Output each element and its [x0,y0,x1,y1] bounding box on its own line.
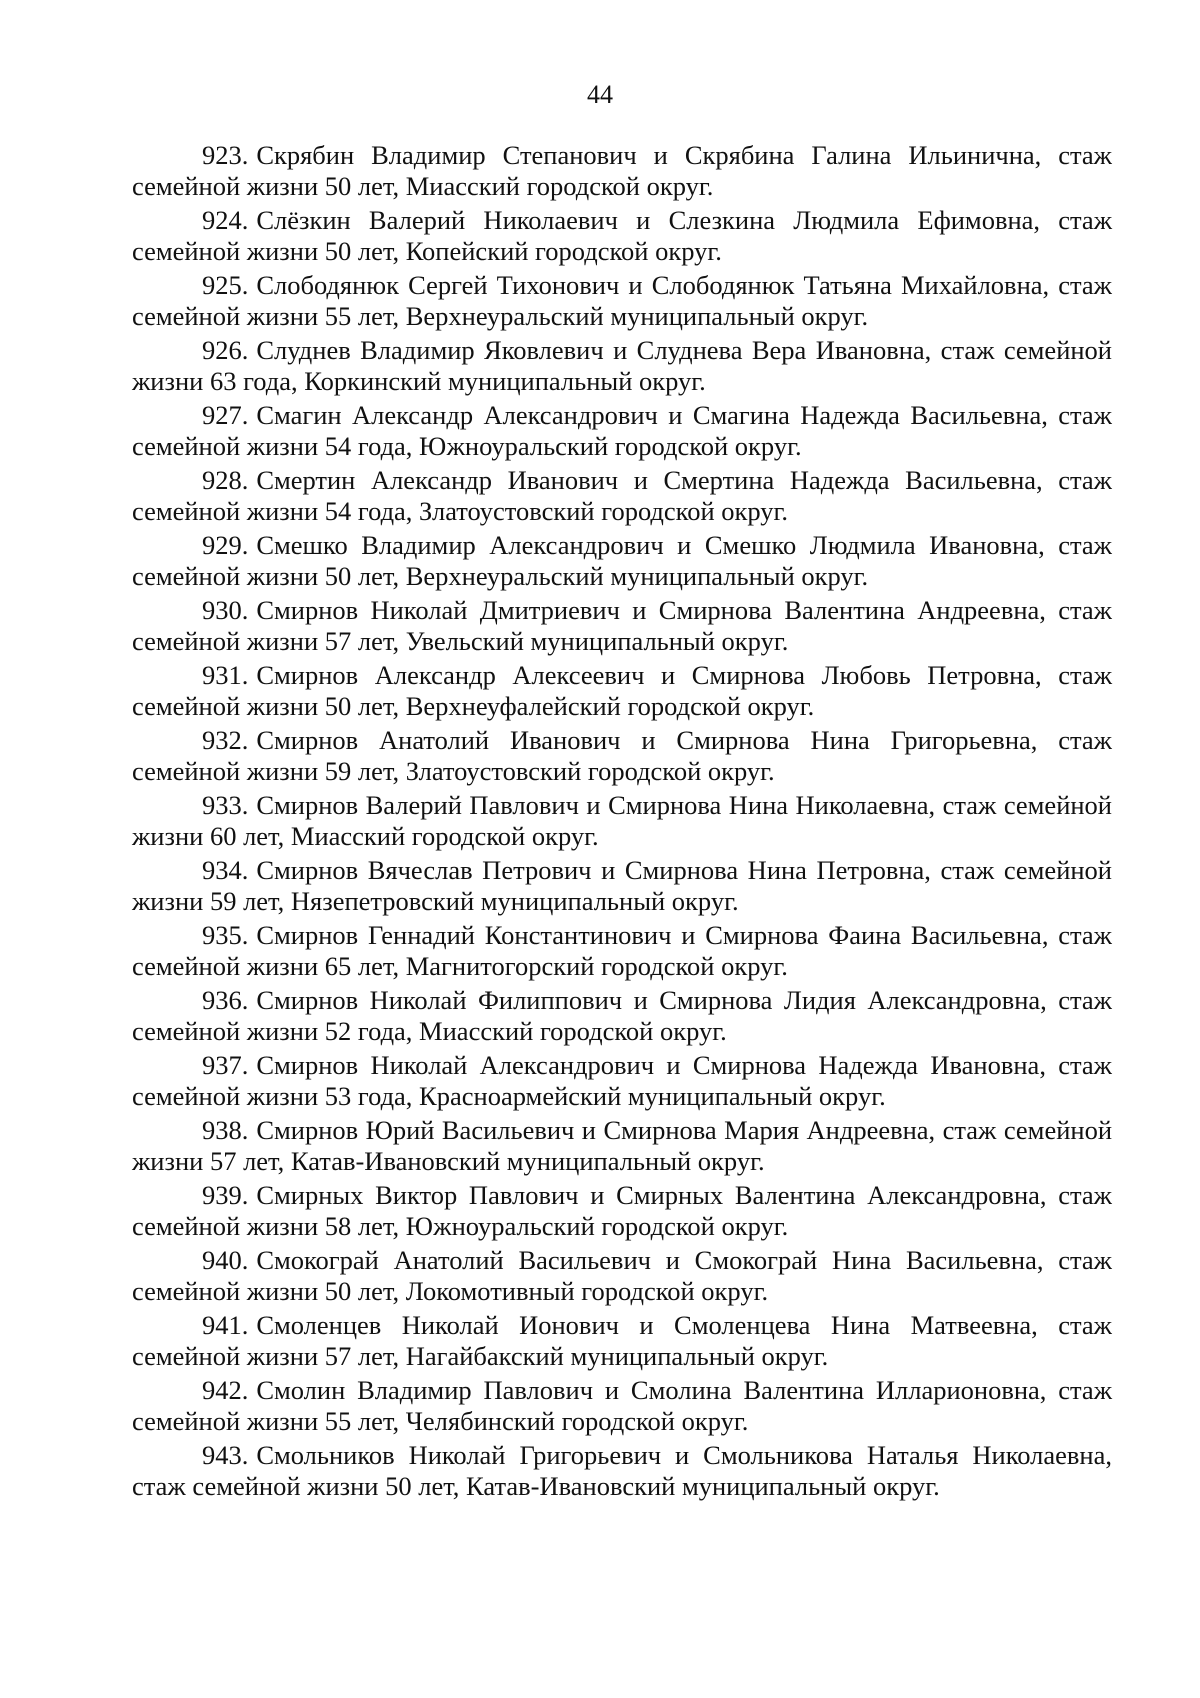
entry-text: Смирных Виктор Павлович и Смирных Валентина Александровна, стаж семейной жизни 58 лет, Южноуральский городской округ. [132,1180,1112,1241]
entry-number: 931. [202,660,249,690]
entry-text: Смирнов Юрий Васильевич и Смирнова Мария Андреевна, стаж семейной жизни 57 лет, Катав-Ивановский муниципальный округ. [132,1115,1112,1176]
list-item [132,335,1112,397]
list-item [132,530,1112,592]
entry-text: Смоленцев Николай Ионович и Смоленцева Нина Матвеевна, стаж семейной жизни 57 лет, Нагайбакский муниципальный округ. [132,1310,1112,1371]
list-item [132,920,1112,982]
entry-number: 927. [202,400,249,430]
entry-number: 923. [202,140,249,170]
list-item [132,1375,1112,1437]
list-item [132,1440,1112,1502]
entry-text: Смирнов Александр Алексеевич и Смирнова Любовь Петровна, стаж семейной жизни 50 лет, Верхнеуфалейский городской округ. [132,660,1112,721]
entry-text: Смирнов Валерий Павлович и Смирнова Нина Николаевна, стаж семейной жизни 60 лет, Миасский городской округ. [132,790,1112,851]
list-item [132,725,1112,787]
entry-number: 936. [202,985,249,1015]
list-item [132,1115,1112,1177]
entry-number: 935. [202,920,249,950]
entry-number: 929. [202,530,249,560]
entry-text: Смешко Владимир Александрович и Смешко Людмила Ивановна, стаж семейной жизни 50 лет, Верхнеуральский муниципальный округ. [132,530,1112,591]
list-item [132,595,1112,657]
list-item [132,855,1112,917]
list-item [132,400,1112,462]
entry-text: Скрябин Владимир Степанович и Скрябина Галина Ильинична, стаж семейной жизни 50 лет, Миасский городской округ. [132,140,1112,201]
page-number: 44 [587,80,613,109]
entry-number: 926. [202,335,249,365]
list-item [132,1050,1112,1112]
entry-text: Смирнов Николай Дмитриевич и Смирнова Валентина Андреевна, стаж семейной жизни 57 лет, Увельский муниципальный округ. [132,595,1112,656]
list-item [132,660,1112,722]
entry-text: Смокограй Анатолий Васильевич и Смокограй Нина Васильевна, стаж семейной жизни 50 лет, Локомотивный городской округ. [132,1245,1112,1306]
entry-number: 937. [202,1050,249,1080]
entry-number: 942. [202,1375,249,1405]
entry-text: Слуднев Владимир Яковлевич и Слуднева Вера Ивановна, стаж семейной жизни 63 года, Коркинский муниципальный округ. [132,335,1112,396]
list-item [132,1180,1112,1242]
list-item [132,140,1112,202]
entry-text: Смирнов Вячеслав Петрович и Смирнова Нина Петровна, стаж семейной жизни 59 лет, Нязепетровский муниципальный округ. [132,855,1112,916]
entry-text: Слободянюк Сергей Тихонович и Слободянюк Татьяна Михайловна, стаж семейной жизни 55 лет, Верхнеуральский муниципальный округ. [132,270,1112,331]
entry-number: 932. [202,725,249,755]
entry-number: 930. [202,595,249,625]
entry-number: 925. [202,270,249,300]
entry-number: 939. [202,1180,249,1210]
entry-number: 934. [202,855,249,885]
entry-text: Смертин Александр Иванович и Смертина Надежда Васильевна, стаж семейной жизни 54 года, Златоустовский городской округ. [132,465,1112,526]
entry-text: Слёзкин Валерий Николаевич и Слезкина Людмила Ефимовна, стаж семейной жизни 50 лет, Копейский городской округ. [132,205,1112,266]
entry-number: 941. [202,1310,249,1340]
entry-text: Смолин Владимир Павлович и Смолина Валентина Илларионовна, стаж семейной жизни 55 лет, Челябинский городской округ. [132,1375,1112,1436]
entry-text: Смирнов Николай Александрович и Смирнова Надежда Ивановна, стаж семейной жизни 53 года, Красноармейский муниципальный округ. [132,1050,1112,1111]
list-item [132,465,1112,527]
entry-text: Смагин Александр Александрович и Смагина Надежда Васильевна, стаж семейной жизни 54 года, Южноуральский городской округ. [132,400,1112,461]
entry-number: 943. [202,1440,249,1470]
entry-number: 933. [202,790,249,820]
list-item [132,790,1112,852]
entry-text: Смирнов Николай Филиппович и Смирнова Лидия Александровна, стаж семейной жизни 52 года, Миасский городской округ. [132,985,1112,1046]
entry-number: 928. [202,465,249,495]
list-item [132,1245,1112,1307]
entry-text: Смирнов Анатолий Иванович и Смирнова Нина Григорьевна, стаж семейной жизни 59 лет, Златоустовский городской округ. [132,725,1112,786]
entry-text: Смирнов Геннадий Константинович и Смирнова Фаина Васильевна, стаж семейной жизни 65 лет, Магнитогорский городской округ. [132,920,1112,981]
entry-number: 938. [202,1115,249,1145]
list-item [132,205,1112,267]
list-item [132,985,1112,1047]
entry-number: 940. [202,1245,249,1275]
list-item [132,270,1112,332]
list-item [132,1310,1112,1372]
entries-list [132,140,1112,1505]
entry-number: 924. [202,205,249,235]
entry-text: Смольников Николай Григорьевич и Смольникова Наталья Николаевна, стаж семейной жизни 50 лет, Катав-Ивановский муниципальный округ. [132,1440,1112,1501]
